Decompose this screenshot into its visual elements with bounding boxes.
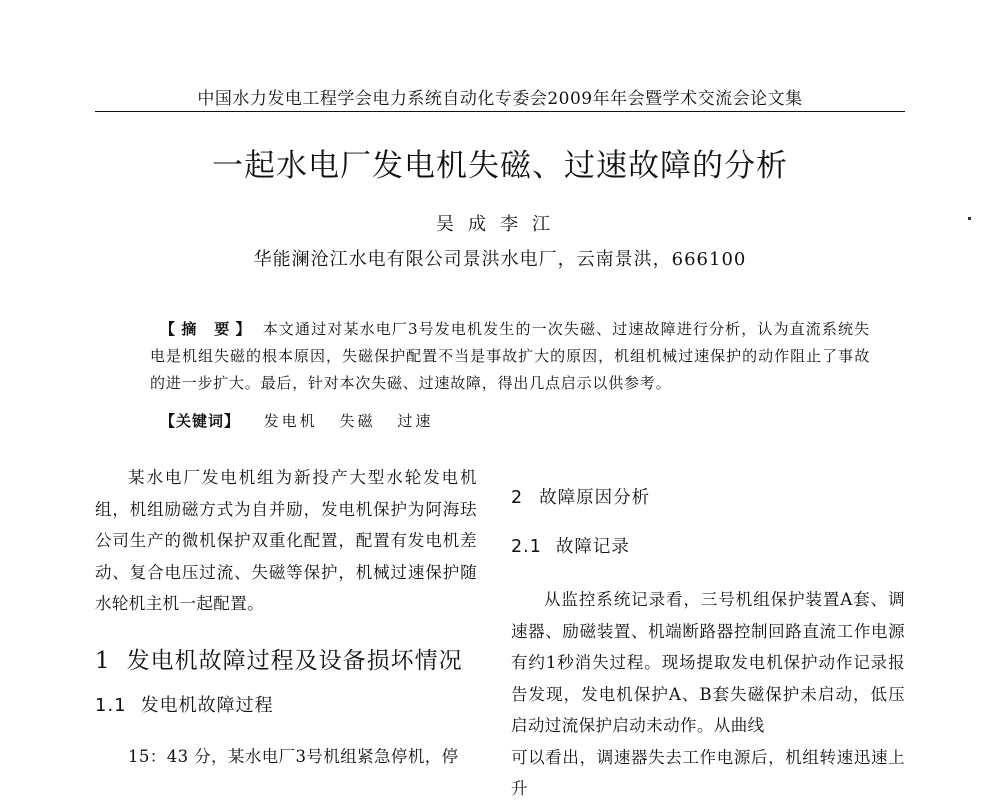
section-heading-1-1 — [95, 691, 477, 717]
section-heading-1 — [95, 642, 477, 675]
running-header: 中国水力发电工程学会电力系统自动化专委会2009年年会暨学术交流会论文集 — [197, 89, 803, 109]
section-title: 发电机故障过程 — [140, 694, 274, 716]
abstract-label: 【摘 要】 — [160, 320, 257, 338]
section-number: 2 — [511, 488, 524, 508]
abstract-text: 本文通过对某水电厂3号发电机发生的一次失磁、过速故障进行分析，认为直流系统失电是机组失磁的根本原因，失磁保护配置不当是事故扩大的原因，机组机械过速保护的动作阻止了事故的进一步扩大。最后，针对本次失磁、过速故障，得出几点启示以供参考。 — [150, 320, 870, 392]
authors: 吴成李江 — [436, 214, 564, 235]
keyword: 过速 — [397, 412, 434, 430]
section-number: 2.1 — [511, 537, 542, 557]
section-title: 故障原因分析 — [539, 488, 651, 508]
body-paragraph: 从监控系统记录看，三号机组保护装置A套、调速器、励磁装置、机端断路器控制回路直流工作电源有约1秒消失过程。现场提取发电机保护动作记录报告发现，发电机保护A、B套失磁保护未启动，低压启动过流保护启动未动作。从曲线 — [511, 590, 905, 735]
header-rule — [95, 111, 905, 112]
affiliation: 华能澜沧江水电有限公司景洪水电厂，云南景洪，666100 — [253, 249, 747, 270]
right-column — [511, 462, 905, 805]
section-heading-2-1 — [511, 533, 905, 558]
body-paragraph: 15：43 分，某水电厂3号机组紧急停机，停 — [128, 746, 459, 766]
intro-paragraph: 某水电厂发电机组为新投产大型水轮发电机组，机组励磁方式为自并励，发电机保护为阿海珐公司生产的微机保护双重化配置，配置有发电机差动、复合电压过流、失磁等保护，机械过速保护随水轮机主机一起配置。 — [95, 468, 477, 613]
abstract — [150, 316, 870, 397]
section-number: 1 — [95, 647, 111, 674]
section-number: 1.1 — [95, 694, 127, 716]
keyword: 发电机 — [263, 412, 318, 430]
section-title: 故障记录 — [555, 537, 630, 557]
keywords — [160, 410, 870, 431]
keywords-label: 【关键词】 — [160, 412, 241, 430]
scan-speck — [968, 217, 971, 220]
section-title: 发电机故障过程及设备损坏情况 — [126, 647, 463, 674]
left-column — [95, 462, 477, 772]
section-heading-2 — [511, 484, 905, 509]
body-paragraph-continued: 可以看出，调速器失去工作电源后，机组转速迅速上升 — [511, 747, 905, 798]
paper-title: 一起水电厂发电机失磁、过速故障的分析 — [212, 148, 788, 184]
keyword: 失磁 — [339, 412, 376, 430]
